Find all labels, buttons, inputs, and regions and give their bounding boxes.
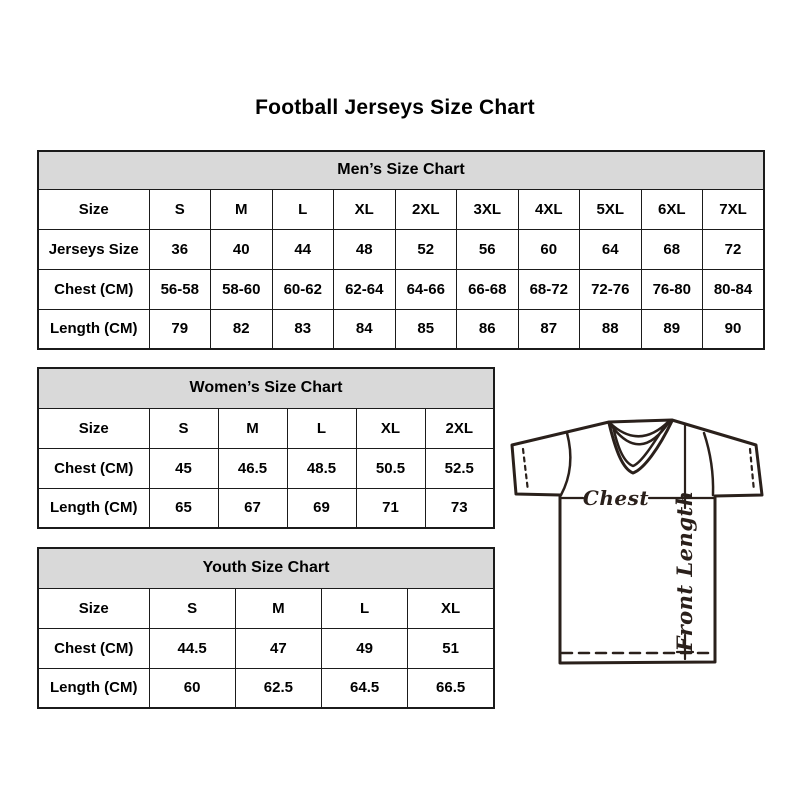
table-cell: 86 — [457, 309, 519, 349]
table-row — [38, 269, 764, 309]
table-cell: 44 — [272, 229, 334, 269]
header-row-label: Size — [38, 408, 149, 448]
table-cell: 60-62 — [272, 269, 334, 309]
row-label: Length (CM) — [38, 668, 149, 708]
table-cell: 56 — [457, 229, 519, 269]
table-cell: 80-84 — [703, 269, 765, 309]
column-header: 6XL — [641, 189, 703, 229]
column-header: L — [272, 189, 334, 229]
row-label: Chest (CM) — [38, 269, 149, 309]
table-cell: 52.5 — [425, 448, 494, 488]
chest-label: Chest — [582, 486, 650, 510]
table-cell: 45 — [149, 448, 218, 488]
table-cell: 64-66 — [395, 269, 457, 309]
table-title-row — [38, 548, 494, 588]
table-cell: 85 — [395, 309, 457, 349]
table-cell: 87 — [518, 309, 580, 349]
table-cell: 56-58 — [149, 269, 211, 309]
table-cell: 60 — [149, 668, 235, 708]
column-header: 5XL — [580, 189, 642, 229]
header-row-label: Size — [38, 588, 149, 628]
table-cell: 48.5 — [287, 448, 356, 488]
row-label: Chest (CM) — [38, 448, 149, 488]
table-cell: 79 — [149, 309, 211, 349]
table-cell: 72 — [703, 229, 765, 269]
table-cell: 44.5 — [149, 628, 235, 668]
column-header: L — [287, 408, 356, 448]
table-cell: 84 — [334, 309, 396, 349]
table-cell: 89 — [641, 309, 703, 349]
table-row — [38, 628, 494, 668]
table-row — [38, 668, 494, 708]
table-title: Women’s Size Chart — [38, 368, 494, 408]
column-header: S — [149, 408, 218, 448]
column-header: S — [149, 189, 211, 229]
table-cell: 88 — [580, 309, 642, 349]
column-header: XL — [356, 408, 425, 448]
table-cell: 51 — [408, 628, 494, 668]
page-title: Football Jerseys Size Chart — [255, 96, 535, 119]
table-header-row — [38, 588, 494, 628]
table-cell: 49 — [322, 628, 408, 668]
table-header-row — [38, 189, 764, 229]
table-cell: 73 — [425, 488, 494, 528]
table-cell: 82 — [211, 309, 273, 349]
column-header: M — [235, 588, 321, 628]
table-title: Youth Size Chart — [38, 548, 494, 588]
table-cell: 62-64 — [334, 269, 396, 309]
table-cell: 69 — [287, 488, 356, 528]
column-header: M — [218, 408, 287, 448]
column-header: XL — [408, 588, 494, 628]
table-cell: 90 — [703, 309, 765, 349]
womens-size-table — [37, 367, 495, 529]
row-label: Length (CM) — [38, 309, 149, 349]
table-cell: 50.5 — [356, 448, 425, 488]
table-cell: 72-76 — [580, 269, 642, 309]
table-title-row — [38, 368, 494, 408]
row-label: Chest (CM) — [38, 628, 149, 668]
table-cell: 66.5 — [408, 668, 494, 708]
mens-size-table — [37, 150, 765, 350]
column-header: 3XL — [457, 189, 519, 229]
table-cell: 62.5 — [235, 668, 321, 708]
table-cell: 64.5 — [322, 668, 408, 708]
column-header: M — [211, 189, 273, 229]
table-title-row — [38, 151, 764, 189]
table-cell: 66-68 — [457, 269, 519, 309]
column-header: L — [322, 588, 408, 628]
jersey-measurement-diagram — [498, 405, 783, 675]
table-cell: 83 — [272, 309, 334, 349]
header-row-label: Size — [38, 189, 149, 229]
right-cuff-dashed-line — [750, 449, 754, 491]
column-header: S — [149, 588, 235, 628]
table-cell: 40 — [211, 229, 273, 269]
table-cell: 65 — [149, 488, 218, 528]
column-header: 4XL — [518, 189, 580, 229]
table-cell: 48 — [334, 229, 396, 269]
row-label: Length (CM) — [38, 488, 149, 528]
table-cell: 64 — [580, 229, 642, 269]
table-header-row — [38, 408, 494, 448]
table-cell: 47 — [235, 628, 321, 668]
table-cell: 76-80 — [641, 269, 703, 309]
left-cuff-dashed-line — [523, 449, 528, 491]
front-length-label: Front Length — [672, 490, 697, 652]
right-sleeve-seam — [704, 433, 713, 495]
table-row — [38, 309, 764, 349]
table-cell: 67 — [218, 488, 287, 528]
table-row — [38, 229, 764, 269]
youth-size-table — [37, 547, 495, 709]
table-cell: 52 — [395, 229, 457, 269]
table-cell: 60 — [518, 229, 580, 269]
table-cell: 46.5 — [218, 448, 287, 488]
table-cell: 36 — [149, 229, 211, 269]
table-cell: 71 — [356, 488, 425, 528]
jersey-outline-shape — [512, 420, 762, 663]
jersey-diagram-svg — [498, 405, 783, 675]
table-cell: 58-60 — [211, 269, 273, 309]
column-header: 7XL — [703, 189, 765, 229]
table-row — [38, 448, 494, 488]
table-row — [38, 488, 494, 528]
table-cell: 68 — [641, 229, 703, 269]
row-label: Jerseys Size — [38, 229, 149, 269]
column-header: 2XL — [395, 189, 457, 229]
left-sleeve-seam — [561, 433, 570, 495]
column-header: 2XL — [425, 408, 494, 448]
column-header: XL — [334, 189, 396, 229]
table-cell: 68-72 — [518, 269, 580, 309]
table-title: Men’s Size Chart — [38, 151, 764, 189]
